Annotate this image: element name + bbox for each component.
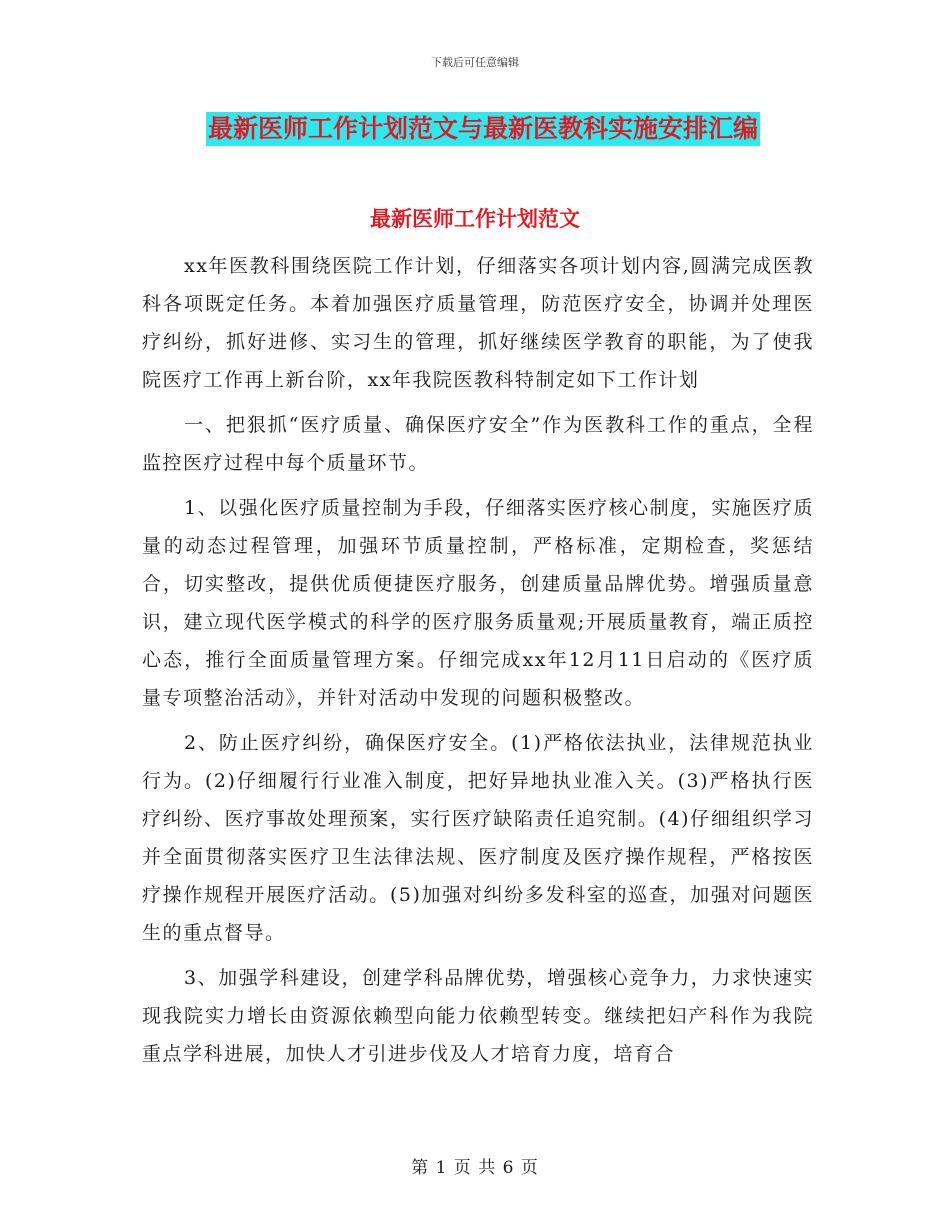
page-number-footer: 第 1 页 共 6 页	[411, 1158, 539, 1178]
paragraph-point-one: 一、把狠抓“医疗质量、确保医疗安全”作为医教科工作的重点，全程监控医疗过程中每个质量环节。	[142, 414, 814, 474]
paragraph-item-3: 3、加强学科建设，创建学科品牌优势，增强核心竞争力，力求快速实现我院实力增长由资源依赖型向能力依赖型转变。继续把妇产科作为我院重点学科进展，加快人才引进步伐及人才培育力度，培育合	[142, 967, 814, 1065]
page-header-note: 下载后可任意编辑	[431, 56, 519, 69]
paragraph-intro: xx年医教科围绕医院工作计划，仔细落实各项计划内容,圆满完成医教科各项既定任务。本着加强医疗质量管理，防范医疗安全，协调并处理医疗纠纷，抓好进修、实习生的管理，抓好继续医学教育的职能，为了使我院医疗工作再上新台阶，xx年我院医教科特制定如下工作计划	[142, 255, 814, 391]
paragraph-item-2: 2、防止医疗纠纷，确保医疗安全。(1)严格依法执业，法律规范执业行为。(2)仔细履行行业准入制度，把好异地执业准入关。(3)严格执行医疗纠纷、医疗事故处理预案，实行医疗缺陷责任追究制。(4)仔细组织学习并全面贯彻落实医疗卫生法律法规、医疗制度及医疗操作规程，严格按医疗操作规程开展医疗活动。(5)加强对纠纷多发科室的巡查，加强对问题医生的重点督导。	[142, 732, 814, 944]
document-main-title: 最新医师工作计划范文与最新医教科实施安排汇编	[206, 112, 760, 146]
section-title: 最新医师工作计划范文	[370, 207, 580, 231]
document-body	[142, 247, 814, 1080]
paragraph-item-1: 1、以强化医疗质量控制为手段，仔细落实医疗核心制度，实施医疗质量的动态过程管理，加强环节质量控制，严格标准，定期检查，奖惩结合，切实整改，提供优质便捷医疗服务，创建质量品牌优势。增强质量意识，建立现代医学模式的科学的医疗服务质量观;开展质量教育，端正质控心态，推行全面质量管理方案。仔细完成xx年12月11日启动的《医疗质量专项整治活动》，并针对活动中发现的问题积极整改。	[142, 497, 814, 709]
